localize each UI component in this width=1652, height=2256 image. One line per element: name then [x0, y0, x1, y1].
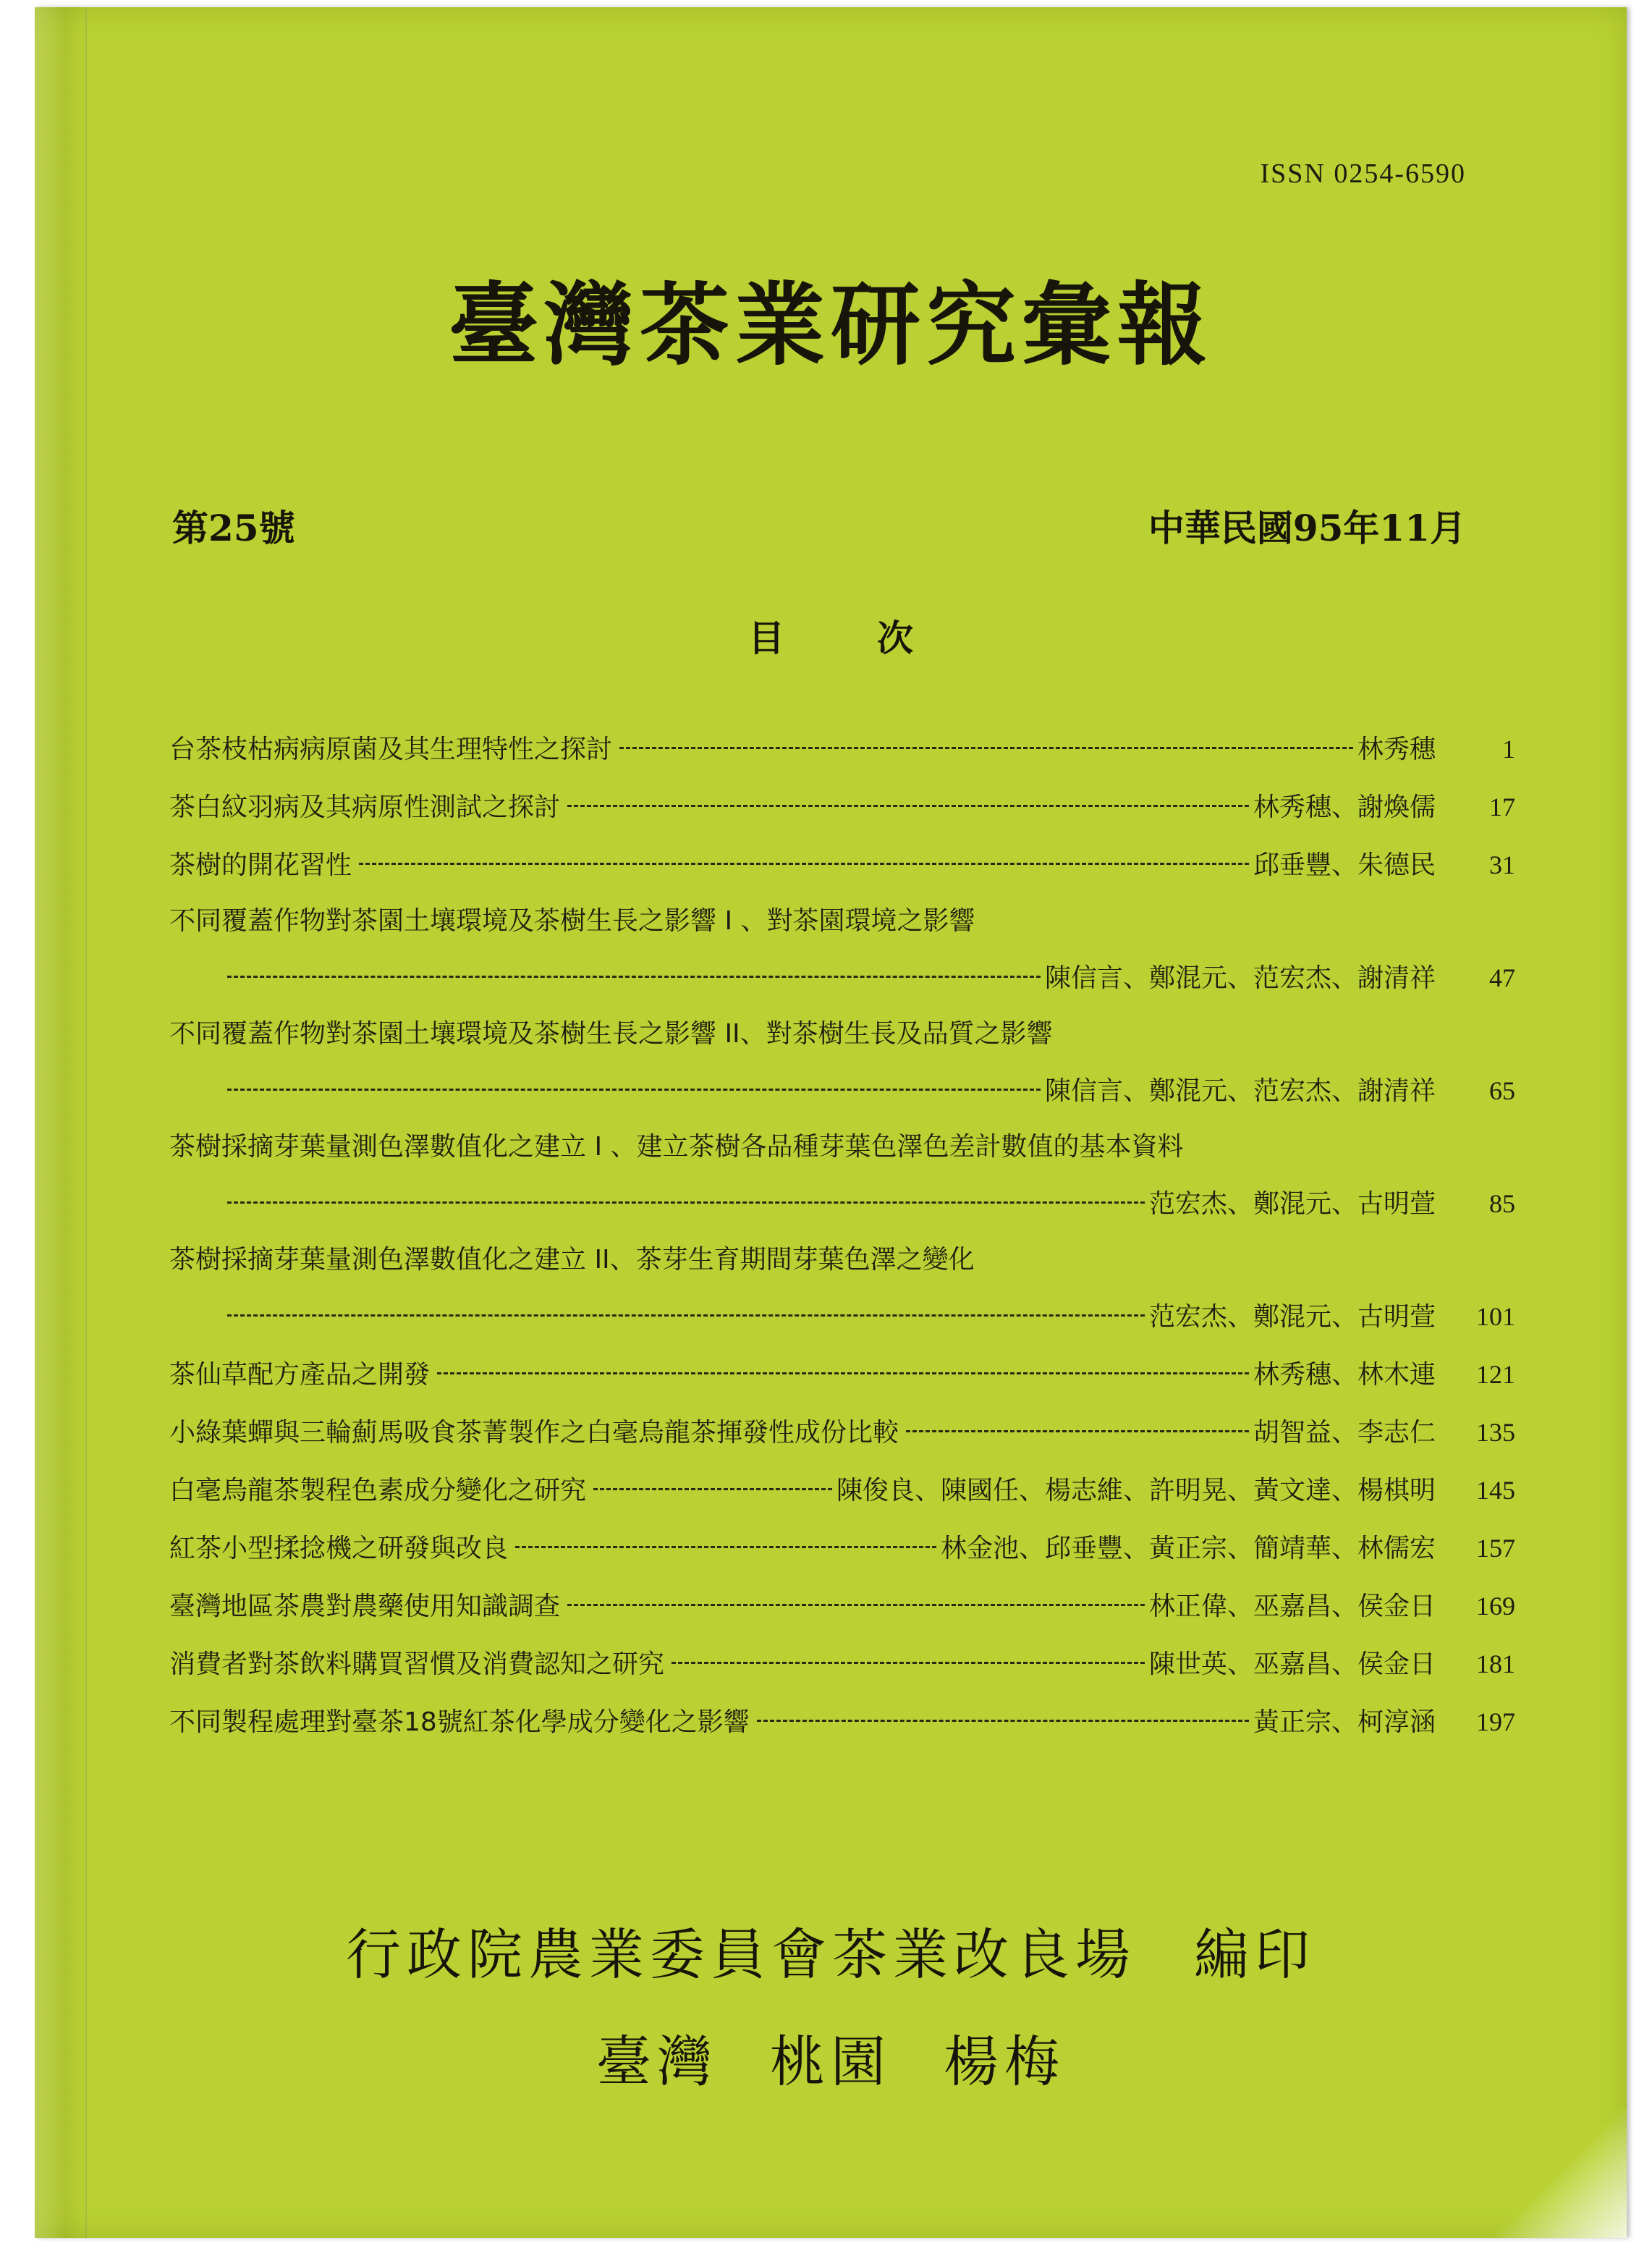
toc-entry [169, 1519, 1515, 1577]
publisher-line [35, 1911, 1627, 1990]
dot-leader [593, 1488, 832, 1490]
toc-entry-authors: 陳信言、鄭混元、范宏杰、謝清祥 [1044, 963, 1436, 993]
toc-entry-page: 47 [1489, 963, 1515, 992]
toc-entry-authors: 邱垂豐、朱德民 [1253, 850, 1436, 880]
contents-heading: 目次 [748, 617, 1006, 659]
dot-leader [227, 976, 1041, 978]
toc-entry-authors: 范宏杰、鄭混元、古明萱 [1148, 1189, 1436, 1219]
toc-entry-continuation [169, 1062, 1515, 1120]
toc-entry-authors: 胡智益、李志仁 [1253, 1418, 1436, 1448]
location-county: 桃園 [770, 2029, 891, 2094]
toc-entry-continuation [169, 1288, 1515, 1345]
toc-entry-page: 181 [1476, 1649, 1515, 1678]
dot-leader [619, 747, 1353, 749]
toc-entry-title: 紅茶小型揉捻機之研發與改良 [169, 1534, 509, 1563]
toc-entry-authors: 林秀穗 [1357, 735, 1436, 764]
toc-entry-title: 不同覆蓋作物對茶園土壤環境及茶樹生長之影響 I 、對茶園環境之影響 [169, 906, 975, 936]
toc-entry-page: 121 [1476, 1360, 1515, 1389]
toc-entry [169, 720, 1515, 778]
dot-leader [359, 863, 1249, 865]
issue-date: 中華民國95年11月 [1148, 507, 1466, 549]
toc-entry-page: 1 [1502, 735, 1515, 764]
dot-leader [227, 1201, 1145, 1204]
toc-entry-page: 31 [1489, 850, 1515, 879]
toc-entry-page: 101 [1476, 1302, 1515, 1331]
toc-entry-title: 臺灣地區茶農對農藥使用知識調查 [169, 1592, 561, 1621]
toc-entry [169, 1461, 1515, 1519]
toc-entry-authors: 陳世英、巫嘉昌、侯金日 [1148, 1649, 1436, 1679]
toc-entry-title: 茶白紋羽病及其病原性測試之探討 [169, 793, 561, 822]
dot-leader [227, 1089, 1041, 1091]
toc-entry-page: 197 [1476, 1707, 1515, 1736]
toc-entry [169, 1577, 1515, 1635]
toc-entry-authors: 林金池、邱垂豐、黃正宗、簡靖華、林儒宏 [940, 1534, 1436, 1563]
toc-entry-authors: 范宏杰、鄭混元、古明萱 [1148, 1302, 1436, 1332]
dot-leader [672, 1662, 1145, 1664]
dot-leader [757, 1720, 1249, 1722]
toc-entry-page: 145 [1476, 1476, 1515, 1505]
toc-entry-authors: 林秀穗、林木連 [1253, 1360, 1436, 1390]
toc-entry-continuation [169, 1175, 1515, 1233]
toc-entry [169, 778, 1515, 836]
toc-entry-authors: 林秀穗、謝煥儒 [1253, 793, 1436, 822]
toc-entry-page: 17 [1489, 793, 1515, 821]
toc-entry [169, 1635, 1515, 1693]
location-country: 臺灣 [596, 2029, 718, 2094]
dot-leader [567, 1604, 1145, 1606]
toc-entry-title: 茶樹的開花習性 [169, 850, 352, 880]
issue-number: 第25號 [172, 507, 295, 549]
toc-entry-page: 65 [1489, 1076, 1515, 1105]
dot-leader [515, 1546, 936, 1548]
toc-entry-authors: 黃正宗、柯淳涵 [1253, 1707, 1436, 1737]
publisher-name: 行政院農業委員會茶業改良場 [346, 1922, 1136, 1987]
toc-entry-title: 台茶枝枯病病原菌及其生理特性之探討 [169, 735, 613, 764]
issn-number: ISSN 0254-6590 [1260, 159, 1466, 189]
dot-leader [567, 805, 1249, 807]
toc-entry [169, 1403, 1515, 1461]
table-of-contents [169, 720, 1515, 1751]
toc-entry-title: 茶樹採摘芽葉量測色澤數值化之建立 I 、建立茶樹各品種芽葉色澤色差計數值的基本資料 [169, 1132, 1184, 1162]
dot-leader [906, 1430, 1249, 1432]
worn-corner [1453, 2108, 1627, 2238]
toc-entry [169, 894, 1515, 949]
toc-entry-page: 157 [1476, 1534, 1515, 1563]
toc-entry-page: 135 [1476, 1418, 1515, 1447]
toc-entry-title: 白毫烏龍茶製程色素成分變化之研究 [169, 1476, 587, 1505]
toc-entry-page: 85 [1489, 1189, 1515, 1218]
toc-entry-title: 不同製程處理對臺茶18號紅茶化學成分變化之影響 [169, 1707, 750, 1737]
toc-entry [169, 1233, 1515, 1288]
toc-entry [169, 1693, 1515, 1751]
location-town: 楊梅 [944, 2029, 1065, 2094]
toc-entry [169, 1345, 1515, 1403]
toc-entry-title: 茶仙草配方產品之開發 [169, 1360, 431, 1390]
dot-leader [437, 1372, 1249, 1374]
publisher-action: 編印 [1194, 1922, 1316, 1987]
publisher-location [35, 2018, 1627, 2097]
toc-entry-continuation [169, 949, 1515, 1007]
journal-cover [35, 7, 1627, 2238]
toc-entry-title: 不同覆蓋作物對茶園土壤環境及茶樹生長之影響 II、對茶樹生長及品質之影響 [169, 1019, 1053, 1049]
toc-entry-authors: 陳信言、鄭混元、范宏杰、謝清祥 [1044, 1076, 1436, 1106]
toc-entry-title: 小綠葉蟬與三輪薊馬吸食茶菁製作之白毫烏龍茶揮發性成份比較 [169, 1418, 899, 1448]
dot-leader [227, 1314, 1145, 1317]
toc-entry-authors: 林正偉、巫嘉昌、侯金日 [1148, 1592, 1436, 1621]
toc-entry-title: 茶樹採摘芽葉量測色澤數值化之建立 II、茶芽生育期間芽葉色澤之變化 [169, 1245, 975, 1275]
toc-entry-authors: 陳俊良、陳國任、楊志維、許明晃、黃文達、楊棋明 [836, 1476, 1436, 1505]
toc-entry [169, 1120, 1515, 1175]
toc-entry-title: 消費者對茶飲料購買習慣及消費認知之研究 [169, 1649, 665, 1679]
toc-entry [169, 1007, 1515, 1062]
toc-entry [169, 836, 1515, 894]
journal-title: 臺灣茶業研究彙報 [448, 273, 1213, 378]
toc-entry-page: 169 [1476, 1592, 1515, 1621]
